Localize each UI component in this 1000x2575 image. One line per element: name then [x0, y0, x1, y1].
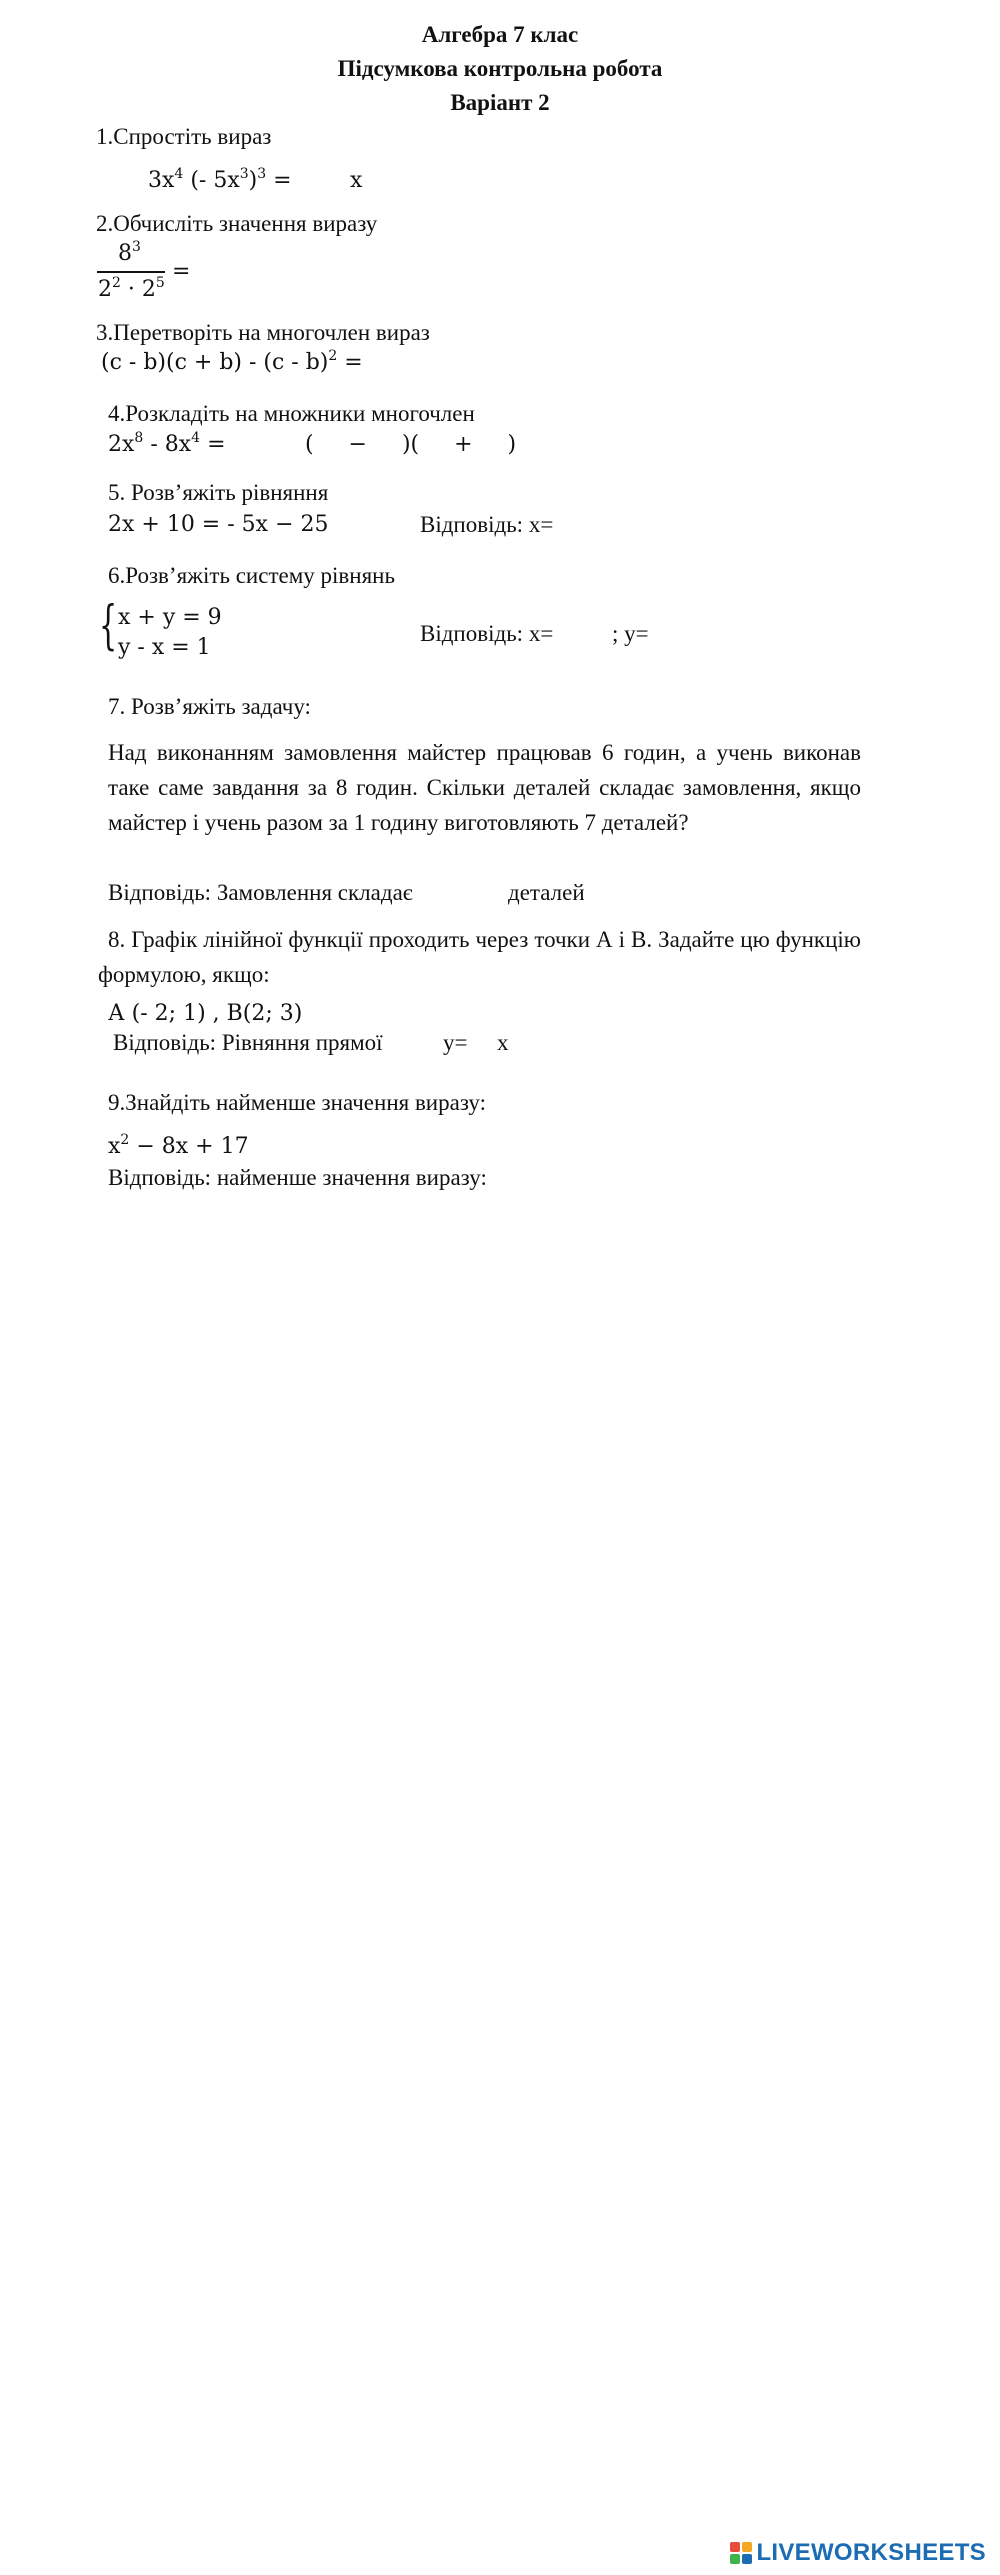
- liveworksheets-logo: [730, 2539, 986, 2567]
- q9-expression: $x^2 - 8x + 17$: [108, 1132, 249, 1159]
- q2-equals: =: [172, 259, 191, 284]
- q4-label: 4.Розкладіть на множники многочлен: [108, 401, 475, 426]
- q7-answer-unit: деталей: [508, 880, 585, 905]
- q2-fraction-bar: [97, 271, 165, 273]
- q5-label: 5. Розв’яжіть рівняння: [108, 480, 329, 505]
- q9-label: 9.Знайдіть найменше значення виразу:: [108, 1090, 487, 1115]
- q1-expression: $3x^4$ (- $5x^3)^3$ =: [148, 166, 292, 193]
- liveworksheets-logo-text: LIVEWORKSHEETS: [756, 2539, 986, 2566]
- q1-answer-var: x: [350, 168, 363, 193]
- q7-answer: Відповідь: Замовлення складає: [108, 880, 413, 905]
- q6-equation-1: x + y = 9: [118, 605, 222, 630]
- variant-label: Варіант 2: [450, 90, 550, 115]
- q6-equation-2: y - x = 1: [118, 635, 211, 660]
- system-brace-icon: {: [99, 596, 118, 656]
- q6-answer-y: ; y=: [612, 621, 649, 646]
- q2-denominator: $2^2 \cdot 2^5$: [98, 275, 165, 302]
- page-subtitle: Підсумкова контрольна робота: [337, 56, 663, 81]
- q7-label: 7. Розв’яжіть задачу:: [108, 694, 311, 719]
- q7-problem-text: Над виконанням замовлення майстер працював 6 годин, а учень виконав таке саме завдання за 8 годин. Скільки деталей складає замовлення, якщо майстер і учень разом за 1 годину виготовляють 7 деталей?: [108, 740, 861, 835]
- q5-answer: Відповідь: x=: [420, 512, 554, 537]
- q8-answer: Відповідь: Рівняння прямої: [113, 1030, 383, 1055]
- q9-answer: Відповідь: найменше значення виразу:: [108, 1165, 487, 1190]
- q8-answer-x: x: [497, 1030, 509, 1055]
- q3-label: 3.Перетворіть на многочлен вираз: [96, 320, 430, 345]
- q1-label: 1.Спростіть вираз: [96, 124, 272, 149]
- q6-label: 6.Розв’яжіть систему рівнянь: [108, 563, 395, 588]
- liveworksheets-logo-icon: [730, 2542, 752, 2564]
- q6-answer-x: Відповідь: x=: [420, 621, 554, 646]
- q2-numerator: $8^3$: [118, 239, 141, 266]
- q4-expression: $2x^8 - 8x^4$ =: [108, 430, 226, 457]
- q3-expression: (c - b)(c + b) - (c - b)$^2$ =: [101, 348, 363, 375]
- page-title: Алгебра 7 клас: [421, 22, 579, 47]
- q8-points: А (- 2; 1) , В(2; 3): [108, 1001, 303, 1026]
- q8-answer-y: y=: [443, 1030, 468, 1055]
- q8-problem-text: 8. Графік лінійної функції проходить через точки А і В. Задайте цю функцію формулою, якщо:: [98, 927, 861, 987]
- q4-answer-template: ( − )( + ): [305, 432, 517, 457]
- q5-equation: 2x + 10 = - 5x − 25: [108, 512, 329, 537]
- q2-label: 2.Обчисліть значення виразу: [96, 211, 378, 236]
